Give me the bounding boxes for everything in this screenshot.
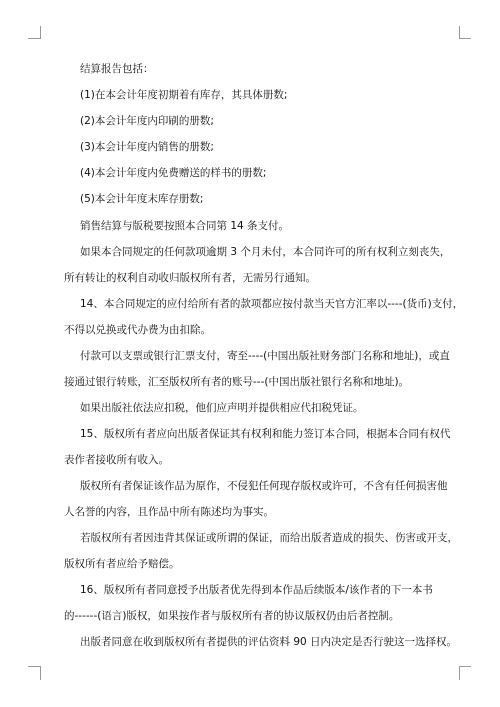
text-line: 付款可以支票或银行汇票支付，寄至----(中国出版社财务部门名称和地址)，或直 [80, 350, 450, 362]
crop-mark-bottom-left-h [28, 666, 40, 667]
text-line: 15、版权所有者应向出版者保证其有权利和能力签订本合同，根据本合同有权代 [80, 428, 451, 440]
crop-mark-bottom-right-v [459, 666, 460, 680]
text-line: 销售结算与版税要按照本合同第 14 条支付。 [80, 220, 290, 232]
text-line: 14、本合同规定的应付给所有者的款项都应按付款当天官方汇率以----(货币)支付， [80, 298, 464, 310]
text-line: 版权所有者保证该作品为原作，不侵犯任何现存版权或许可，不含有任何损害他 [80, 480, 448, 492]
text-line: 出版者同意在收到版权所有者提供的评估资料 90 日内决定是否行驶这一选择权。 [80, 636, 458, 648]
text-line: (5)本会计年度末库存册数; [80, 193, 204, 205]
text-line: 的------(语言)版权，如果按作者与版权所有者的协议版权仍由后者控制。 [64, 610, 400, 622]
text-line: 结算报告包括： [80, 63, 154, 75]
text-line: 所有转让的权利自动收归版权所有者，无需另行通知。 [64, 272, 316, 284]
text-line: 不得以兑换或代办费为由扣除。 [64, 324, 211, 336]
text-line: 若版权所有者因违背其保证或所谓的保证，而给出版者造成的损失、伤害或开支， [80, 532, 458, 544]
text-line: (3)本会计年度内销售的册数; [80, 141, 214, 153]
text-line: 人名誉的内容，且作品中所有陈述均为事实。 [64, 506, 274, 518]
crop-mark-top-left-h [28, 38, 40, 39]
text-line: 接通过银行转账，汇至版权所有者的账号---(中国出版社银行名称和地址)。 [64, 376, 410, 388]
crop-mark-top-left-v [40, 26, 41, 39]
crop-mark-bottom-left-v [40, 666, 41, 680]
text-line: 如果出版社依法应扣税，他们应声明并提供相应代扣税凭证。 [80, 402, 364, 414]
text-line: 16、版权所有者同意授予出版者优先得到本作品后续版本/该作者的下一本书 [80, 584, 433, 596]
text-line: (2)本会计年度内印刷的册数; [80, 115, 214, 127]
text-line: 表作者接收所有收入。 [64, 454, 169, 466]
text-line: 版权所有者应给予赔偿。 [64, 558, 180, 570]
crop-mark-bottom-right-h [459, 666, 471, 667]
crop-mark-top-right-v [459, 26, 460, 39]
crop-mark-top-right-h [459, 38, 471, 39]
text-line: (4)本会计年度内免费赠送的样书的册数; [80, 167, 267, 179]
text-line: 如果本合同规定的任何款项逾期 3 个月未付，本合同许可的所有权利立刻丧失， [80, 246, 451, 258]
text-line: (1)在本会计年度初期着有库存，其具体册数; [80, 89, 288, 101]
